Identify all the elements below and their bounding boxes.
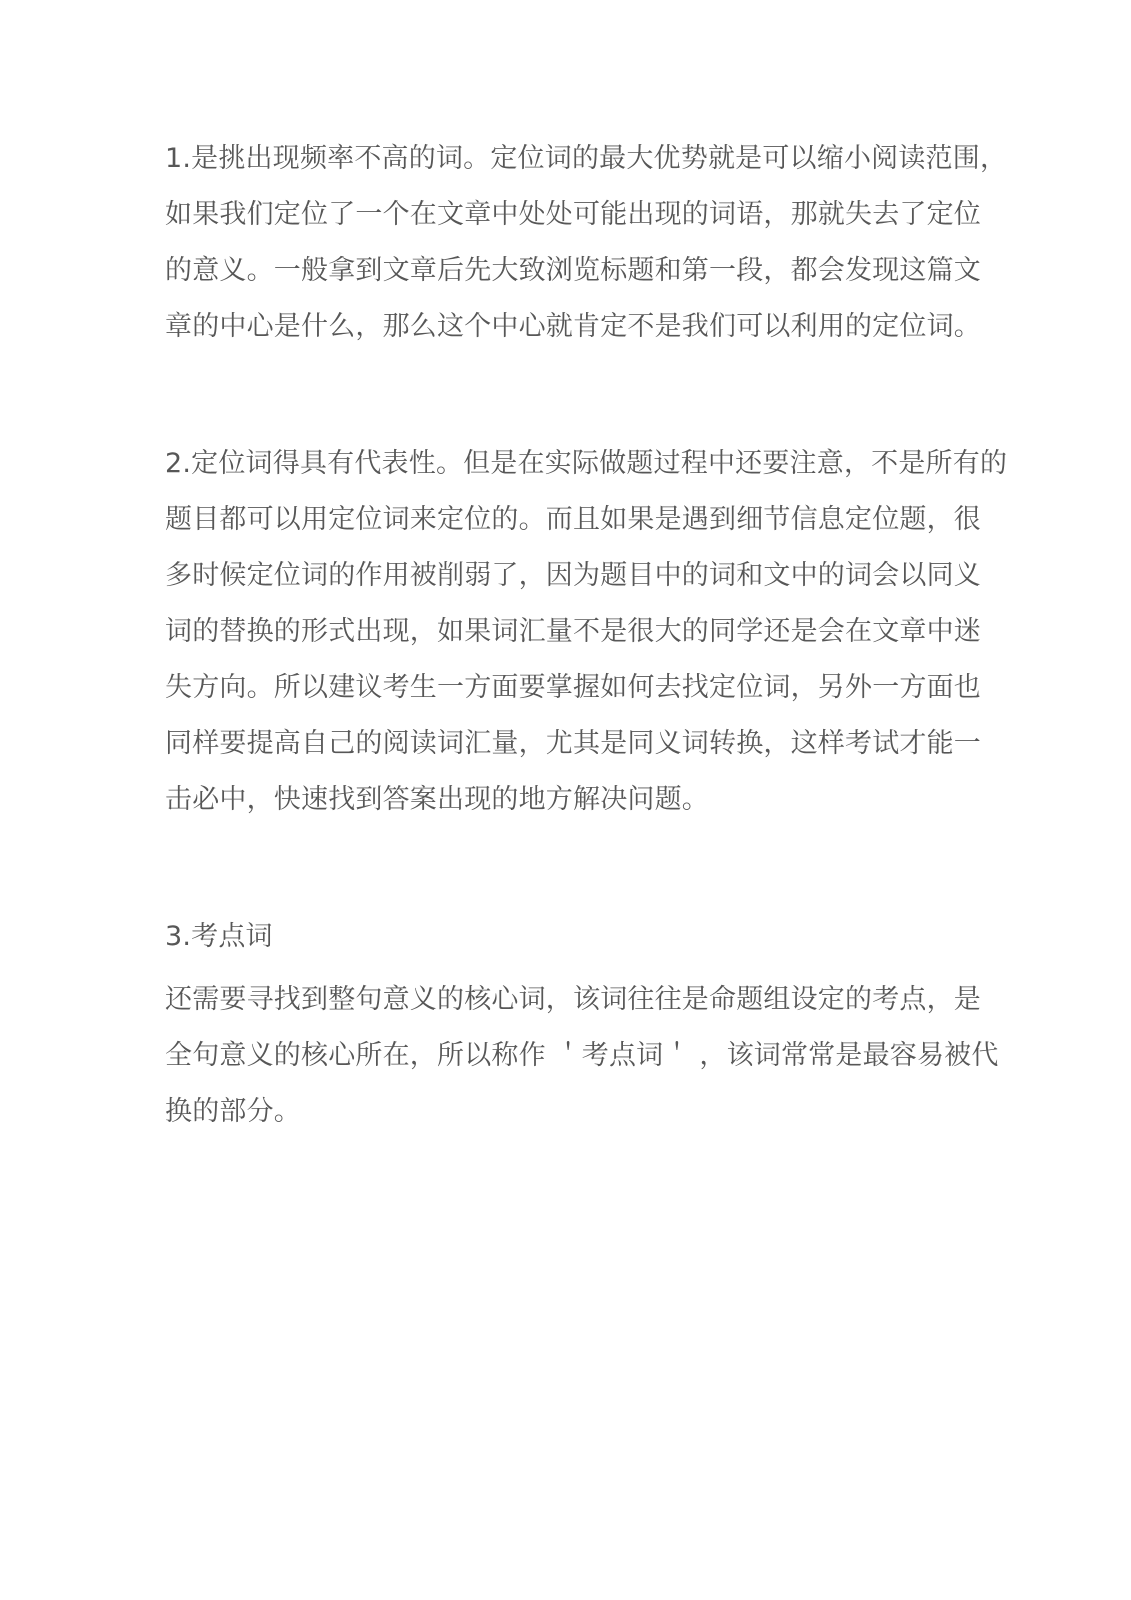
text-line: 失方向。所以建议考生一方面要掌握如何去找定位词，另外一方面也 bbox=[165, 672, 981, 703]
text-line: 击必中，快速找到答案出现的地方解决问题。 bbox=[165, 784, 709, 815]
text-line: 词的替换的形式出现，如果词汇量不是很大的同学还是会在文章中迷 bbox=[165, 616, 981, 647]
text-line: 全句意义的核心所在，所以称作 ＇考点词＇ ，该词常常是最容易被代 bbox=[165, 1040, 999, 1071]
text-line: 1.是挑出现频率不高的词。定位词的最大优势就是可以缩小阅读范围， bbox=[165, 143, 1008, 174]
text-line: 章的中心是什么，那么这个中心就肯定不是我们可以利用的定位词。 bbox=[165, 311, 981, 342]
section-heading: 3.考点词 bbox=[165, 921, 273, 952]
text-line: 还需要寻找到整句意义的核心词，该词往往是命题组设定的考点，是 bbox=[165, 984, 981, 1015]
text-line: 题目都可以用定位词来定位的。而且如果是遇到细节信息定位题，很 bbox=[165, 504, 981, 535]
text-line: 多时候定位词的作用被削弱了，因为题目中的词和文中的词会以同义 bbox=[165, 560, 981, 591]
text-line: 的意义。一般拿到文章后先大致浏览标题和第一段，都会发现这篇文 bbox=[165, 255, 981, 286]
text-line: 同样要提高自己的阅读词汇量，尤其是同义词转换，这样考试才能一 bbox=[165, 728, 981, 759]
text-line: 2.定位词得具有代表性。但是在实际做题过程中还要注意，不是所有的 bbox=[165, 448, 1008, 479]
paragraph-1 bbox=[165, 131, 1008, 355]
paragraph-3 bbox=[165, 909, 999, 1140]
text-line: 如果我们定位了一个在文章中处处可能出现的词语，那就失去了定位 bbox=[165, 199, 981, 230]
text-line: 换的部分。 bbox=[165, 1096, 301, 1127]
paragraph-2 bbox=[165, 436, 1008, 828]
